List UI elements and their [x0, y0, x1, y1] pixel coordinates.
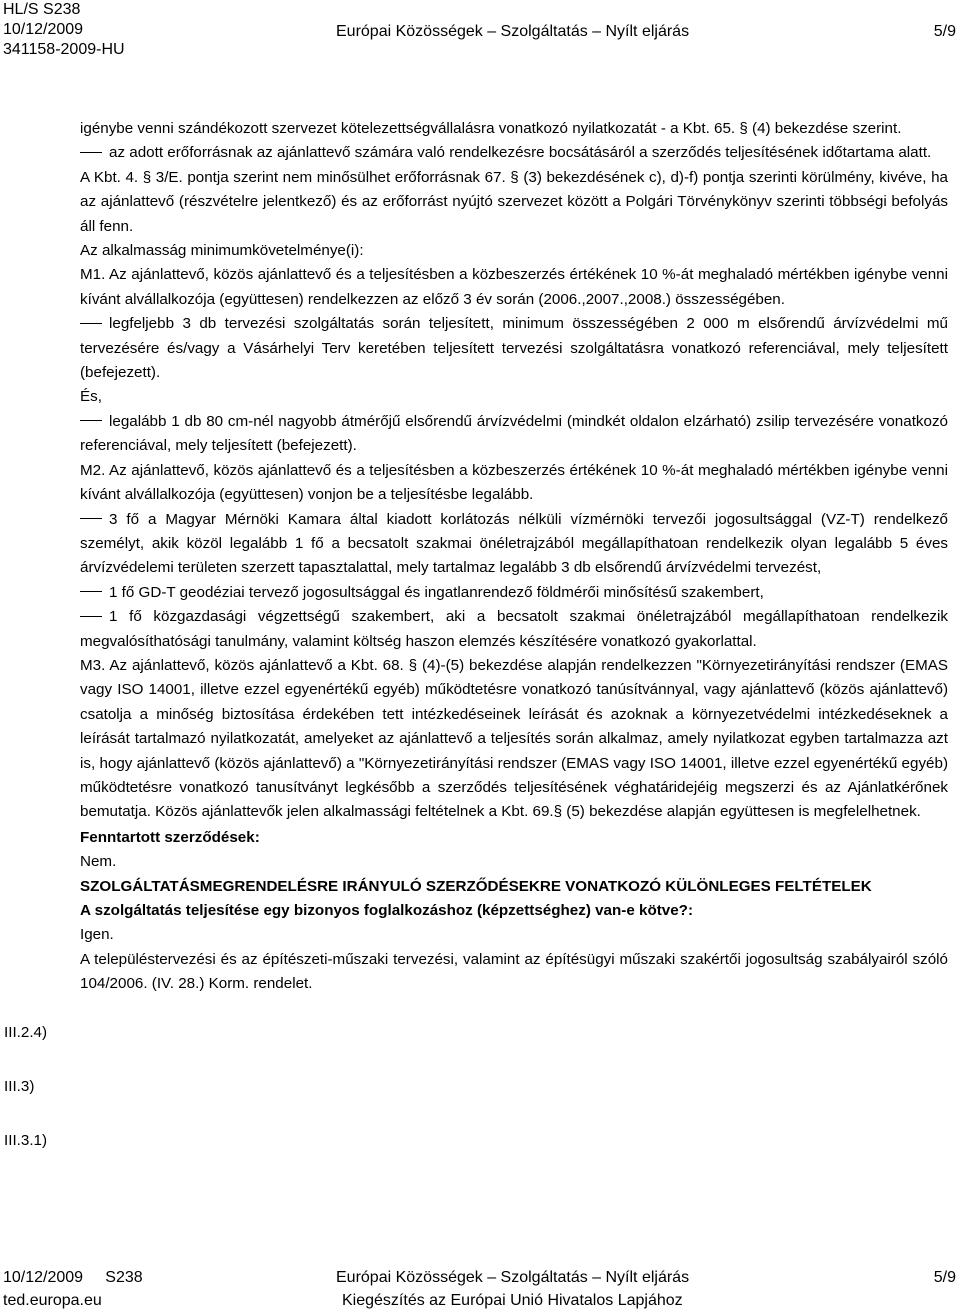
section-value-reserved-contracts: Nem. [80, 853, 117, 871]
body-paragraph: igénybe venni szándékozott szervezet kötelezettségvállalásra vonatkozó nyilatkozatát - a Kbt. 65. § (4) bekezdése szerint. [80, 120, 902, 137]
dash-mark [80, 323, 102, 324]
body-paragraph-text: 1 fő GD-T geodéziai tervező jogosultsággal és ingatlanrendező földmérői minősítésű szakembert, [109, 583, 764, 601]
body-paragraph: M1. Az ajánlattevő, közös ajánlattevő és a teljesítésben a közbeszerzés értékének 10 %-át meghaladó mértékben igénybe venni kívánt alvállalkozója (együttesen) rendelkezzen az előző 3 év során (2006.,2007.,2008.) összességében. [80, 266, 948, 308]
body-paragraph-dash [80, 141, 948, 165]
dash-mark [80, 420, 102, 421]
header-date: 10/12/2009 [3, 21, 84, 38]
section-number: III.2.4) [4, 1024, 48, 1041]
section-title-reserved-contracts: Fenntartott szerződések: [80, 828, 260, 846]
section-value-profession: Igen. [80, 926, 114, 944]
footer-center: Európai Közösségek – Szolgáltatás – Nyílt eljárás [336, 1269, 690, 1286]
body-paragraph: M2. Az ajánlattevő, közös ajánlattevő és a teljesítésben a közbeszerzés értékének 10 %-át meghaladó mértékben igénybe venni kívánt alvállalkozója (együttesen) vonjon be a teljesítésbe legalább. [80, 461, 948, 504]
dash-mark [80, 518, 102, 519]
body-paragraph-text: legalább 1 db 80 cm-nél nagyobb átmérőjű elsőrendű árvízvédelmi (mindkét oldalon elzárható) zsilip tervezésére vonatkozó referenciával, mely teljesített (befejezett). [80, 412, 948, 455]
header-page-number: 5/9 [933, 23, 956, 40]
header-notice-number: 341158-2009-HU [3, 41, 125, 58]
body-paragraph-dash [80, 508, 948, 581]
body-paragraph-dash [80, 581, 948, 605]
body-paragraph-dash [80, 410, 948, 459]
requirements-heading: Az alkalmasság minimumkövetelménye(i): [80, 242, 364, 260]
body-paragraph-text: 1 fő közgazdasági végzettségű szakembert, aki a becsatolt szakmai önéletrajzából megállapíthatoan rendelkezik megvalósíthatósági tanulmány, valamint költség haszon elemzés készítésére vonatkozó gyakorlattal. [80, 608, 948, 650]
body-paragraph: A Kbt. 4. § 3/E. pontja szerint nem minősülhet erőforrásnak 67. § (3) bekezdésének c), d)-f) pontja szerinti körülmény, kivéve, ha az ajánlattevő (részvételre jelentkező) és az erőforrást nyújtó szervezet között a Polgári Törvénykönyv szerinti többségi befolyás áll fenn. [80, 168, 948, 235]
footer-site: ted.europa.eu [3, 1292, 102, 1309]
footer-date-code: 10/12/2009 S238 [3, 1269, 143, 1286]
body-paragraph-text: legfeljebb 3 db tervezési szolgáltatás során teljesített, minimum összességében 2 000 m elsőrendű árvízvédelmi mű tervezésére és/vagy a Vásárhelyi Terv keretében teljesített tervezési szolgáltatásra vonatkozó referenciával, mely teljesített (befejezett). [80, 315, 948, 382]
section-text-profession: A településtervezési és az építészeti-műszaki tervezési, valamint az építésügyi műszaki szakértői jogosultság szabályairól szóló 104/2006. (IV. 28.) Korm. rendelet. [80, 950, 948, 993]
section-title-profession: A szolgáltatás teljesítése egy bizonyos foglalkozáshoz (képzettséghez) van-e kötve?: [80, 902, 694, 919]
body-paragraph-text: az adott erőforrásnak az ajánlattevő számára való rendelkezésre bocsátásáról a szerződés teljesítésének időtartama alatt. [109, 144, 932, 162]
dash-mark [80, 591, 102, 592]
header-left [3, 0, 125, 60]
footer-publisher: Kiegészítés az Európai Unió Hivatalos Lapjához [342, 1292, 683, 1309]
section-number: III.3) [4, 1078, 35, 1095]
body-paragraph-dash [80, 312, 948, 385]
footer-page-number: 5/9 [933, 1269, 956, 1286]
body-paragraph-text: 3 fő a Magyar Mérnöki Kamara által kiadott korlátozás nélküli vízmérnöki tervezői jogosultsággal (VZ-T) rendelkező személyt, akik közöl legalább 1 fő a becsatolt szakmai önéletrajzából megállapíthatoan rendelkezik olyan legalább 5 éves árvízvédelemi területen szerzett tapasztalattal, mely tartalmaz legalább 3 db elsőrendű árvízvédelmi tervezést, [80, 510, 948, 577]
body-paragraph-dash [80, 605, 948, 654]
section-title-special-conditions: SZOLGÁLTATÁSMEGRENDELÉSRE IRÁNYULÓ SZERZŐDÉSEKRE VONATKOZÓ KÜLÖNLEGES FELTÉTELEK [80, 877, 872, 895]
header-center: Európai Közösségek – Szolgáltatás – Nyílt eljárás [336, 23, 690, 40]
section-number: III.3.1) [4, 1132, 48, 1149]
body-paragraph: M3. Az ajánlattevő, közös ajánlattevő a Kbt. 68. § (4)-(5) bekezdése alapján rendelkezzen "Környezetirányítási rendszer (EMAS vagy ISO 14001, illetve ezzel egyenértékű egyéb) működtetésre vonatkozó tanúsítvánnyal, vagy ajánlattevő (közös ajánlattevő) csatolja a minőség biztosítása érdekében tett intézkedéseinek leírását és azoknak a környezetvédelmi intézkedéseknek a leírását tartalmazó nyilatkozatát, amelyeket az ajánlattevő a teljesítés során alkalmaz, amely nyilatkozat egyben tartalmazza azt is, hogy ajánlattevő (közös ajánlattevő) a "Környezetirányítási rendszer (EMAS vagy ISO 14001, illetve ezzel egyenértékű egyéb) működtetésre vonatkozó tanusítványt legkésőbb a szerződés teljesítésének véghatáridejéig megszerzi és az Ajánlatkérőnek bemutatja. Közös ajánlattevők jelen alkalmassági feltételnek a Kbt. 69.§ (5) bekezdése alapján együttesen is megfelelhetnek. [80, 656, 948, 821]
header-doc-id: HL/S S238 [3, 1, 81, 18]
body-paragraph: És, [80, 388, 102, 406]
dash-mark [80, 152, 102, 153]
document-body [80, 117, 948, 997]
dash-mark [80, 616, 102, 617]
